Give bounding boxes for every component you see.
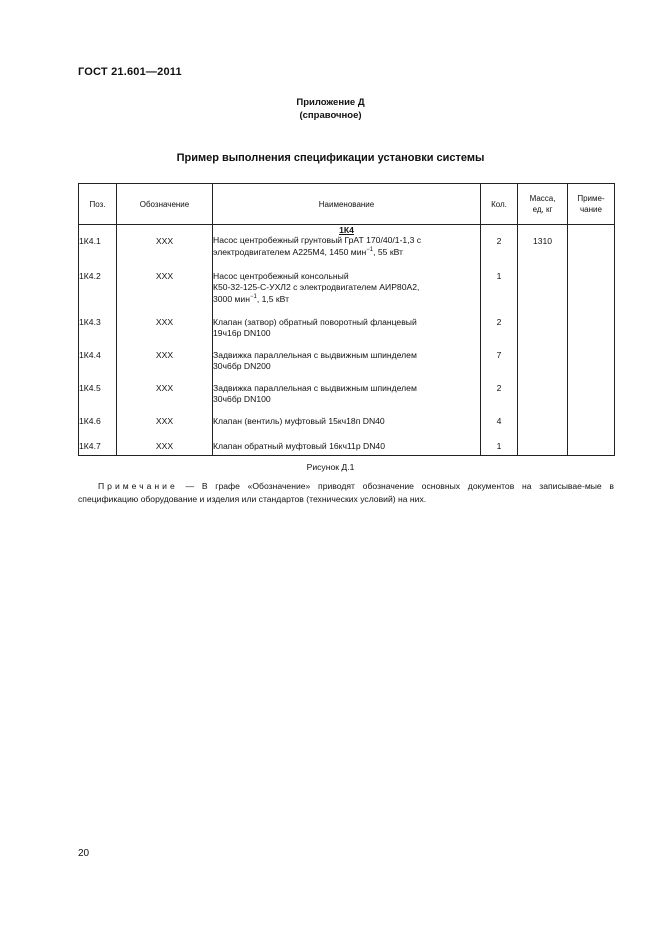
cell-note (568, 262, 615, 308)
appendix-heading (0, 96, 661, 122)
cell-designation: XXX (117, 374, 213, 407)
column-header-designation: Обозначение (117, 184, 213, 225)
note-label: Примечание (98, 481, 178, 491)
name-line: Клапан (затвор) обратный поворотный фланцевый (213, 316, 417, 327)
standard-code: ГОСТ 21.601—2011 (78, 66, 182, 78)
cell-qty: 1 (481, 262, 518, 308)
cell-note (568, 308, 615, 341)
cell-pos: 1К4.2 (79, 262, 117, 308)
note-paragraph (78, 480, 614, 506)
name-line: 30ч6бр DN100 (213, 394, 271, 404)
name-line: 30ч6бр DN200 (213, 361, 271, 371)
cell-designation: XXX (117, 432, 213, 456)
cell-mass (518, 262, 568, 308)
cell-qty: 2 (481, 308, 518, 341)
cell-pos: 1К4.1 (79, 225, 117, 262)
group-label: 1К4 (339, 225, 354, 235)
cell-name (213, 341, 481, 374)
table-row (79, 341, 615, 374)
name-line: Задвижка параллельная с выдвижным шпинделем (213, 382, 417, 393)
cell-designation: XXX (117, 308, 213, 341)
name-line: Насос центробежный грунтовый ГрАТ 170/40/1-1,3 с (213, 235, 422, 245)
cell-name (213, 432, 481, 456)
appendix-title: Приложение Д (296, 97, 365, 108)
name-line: К50-32-125-С-УХЛ2 с электродвигателем АИР80А2, (213, 282, 420, 292)
name-line: 3000 мин$^{-1}$, 1,5 кВт (213, 293, 290, 304)
cell-mass (518, 432, 568, 456)
cell-name (213, 308, 481, 341)
cell-pos: 1К4.3 (79, 308, 117, 341)
cell-qty: 7 (481, 341, 518, 374)
table-header-row (79, 184, 615, 225)
cell-note (568, 407, 615, 432)
name-line: Насос центробежный консольный (213, 270, 349, 281)
cell-pos: 1К4.6 (79, 407, 117, 432)
table-row (79, 262, 615, 308)
cell-name (213, 262, 481, 308)
document-title: Пример выполнения спецификации установки системы (176, 152, 485, 164)
cell-qty: 1 (481, 432, 518, 456)
cell-qty: 2 (481, 374, 518, 407)
cell-pos: 1К4.5 (79, 374, 117, 407)
column-header-mass-line2: ед, кг (532, 205, 553, 214)
column-header-note (568, 184, 615, 225)
cell-name (213, 225, 481, 262)
name-line: Клапан обратный муфтовый 16кч11р DN40 (213, 440, 385, 451)
table-row (79, 374, 615, 407)
cell-designation: XXX (117, 407, 213, 432)
cell-note (568, 432, 615, 456)
cell-qty: 2 (481, 225, 518, 262)
name-line: Клапан (вентиль) муфтовый 15кч18п DN40 (213, 415, 385, 426)
cell-designation: XXX (117, 341, 213, 374)
column-header-mass-line1: Масса, (529, 194, 556, 203)
column-header-note-line2: чание (580, 205, 602, 214)
appendix-subtitle: (справочное) (299, 110, 362, 121)
cell-name (213, 374, 481, 407)
cell-mass (518, 374, 568, 407)
figure-caption: Рисунок Д.1 (306, 462, 355, 472)
cell-mass (518, 341, 568, 374)
name-line: электродвигателем А225М4, 1450 мин$^{-1}$, 55 кВт (213, 246, 403, 257)
column-header-note-line1: Приме- (577, 194, 605, 203)
page-number: 20 (78, 848, 90, 859)
cell-note (568, 374, 615, 407)
specification-table (78, 183, 615, 456)
cell-qty: 4 (481, 407, 518, 432)
name-line: Задвижка параллельная с выдвижным шпинделем (213, 349, 417, 360)
cell-mass: 1310 (518, 225, 568, 262)
cell-note (568, 225, 615, 262)
column-header-mass (518, 184, 568, 225)
column-header-name: Наименование (213, 184, 481, 225)
cell-note (568, 341, 615, 374)
column-header-qty: Кол. (481, 184, 518, 225)
cell-pos: 1К4.4 (79, 341, 117, 374)
note-text: — В графе «Обозначение» приводят обозначение основных документов на записывае-мые в спецификацию оборудование и изделия или стандартов (технических условий) на них. (78, 481, 614, 504)
cell-mass (518, 308, 568, 341)
column-header-pos: Поз. (79, 184, 117, 225)
table-row (79, 225, 615, 262)
cell-pos: 1К4.7 (79, 432, 117, 456)
table-row (79, 432, 615, 456)
cell-name (213, 407, 481, 432)
table-row (79, 308, 615, 341)
cell-designation: XXX (117, 262, 213, 308)
cell-mass (518, 407, 568, 432)
cell-designation: XXX (117, 225, 213, 262)
name-line: 19ч16р DN100 (213, 328, 271, 338)
table-row (79, 407, 615, 432)
